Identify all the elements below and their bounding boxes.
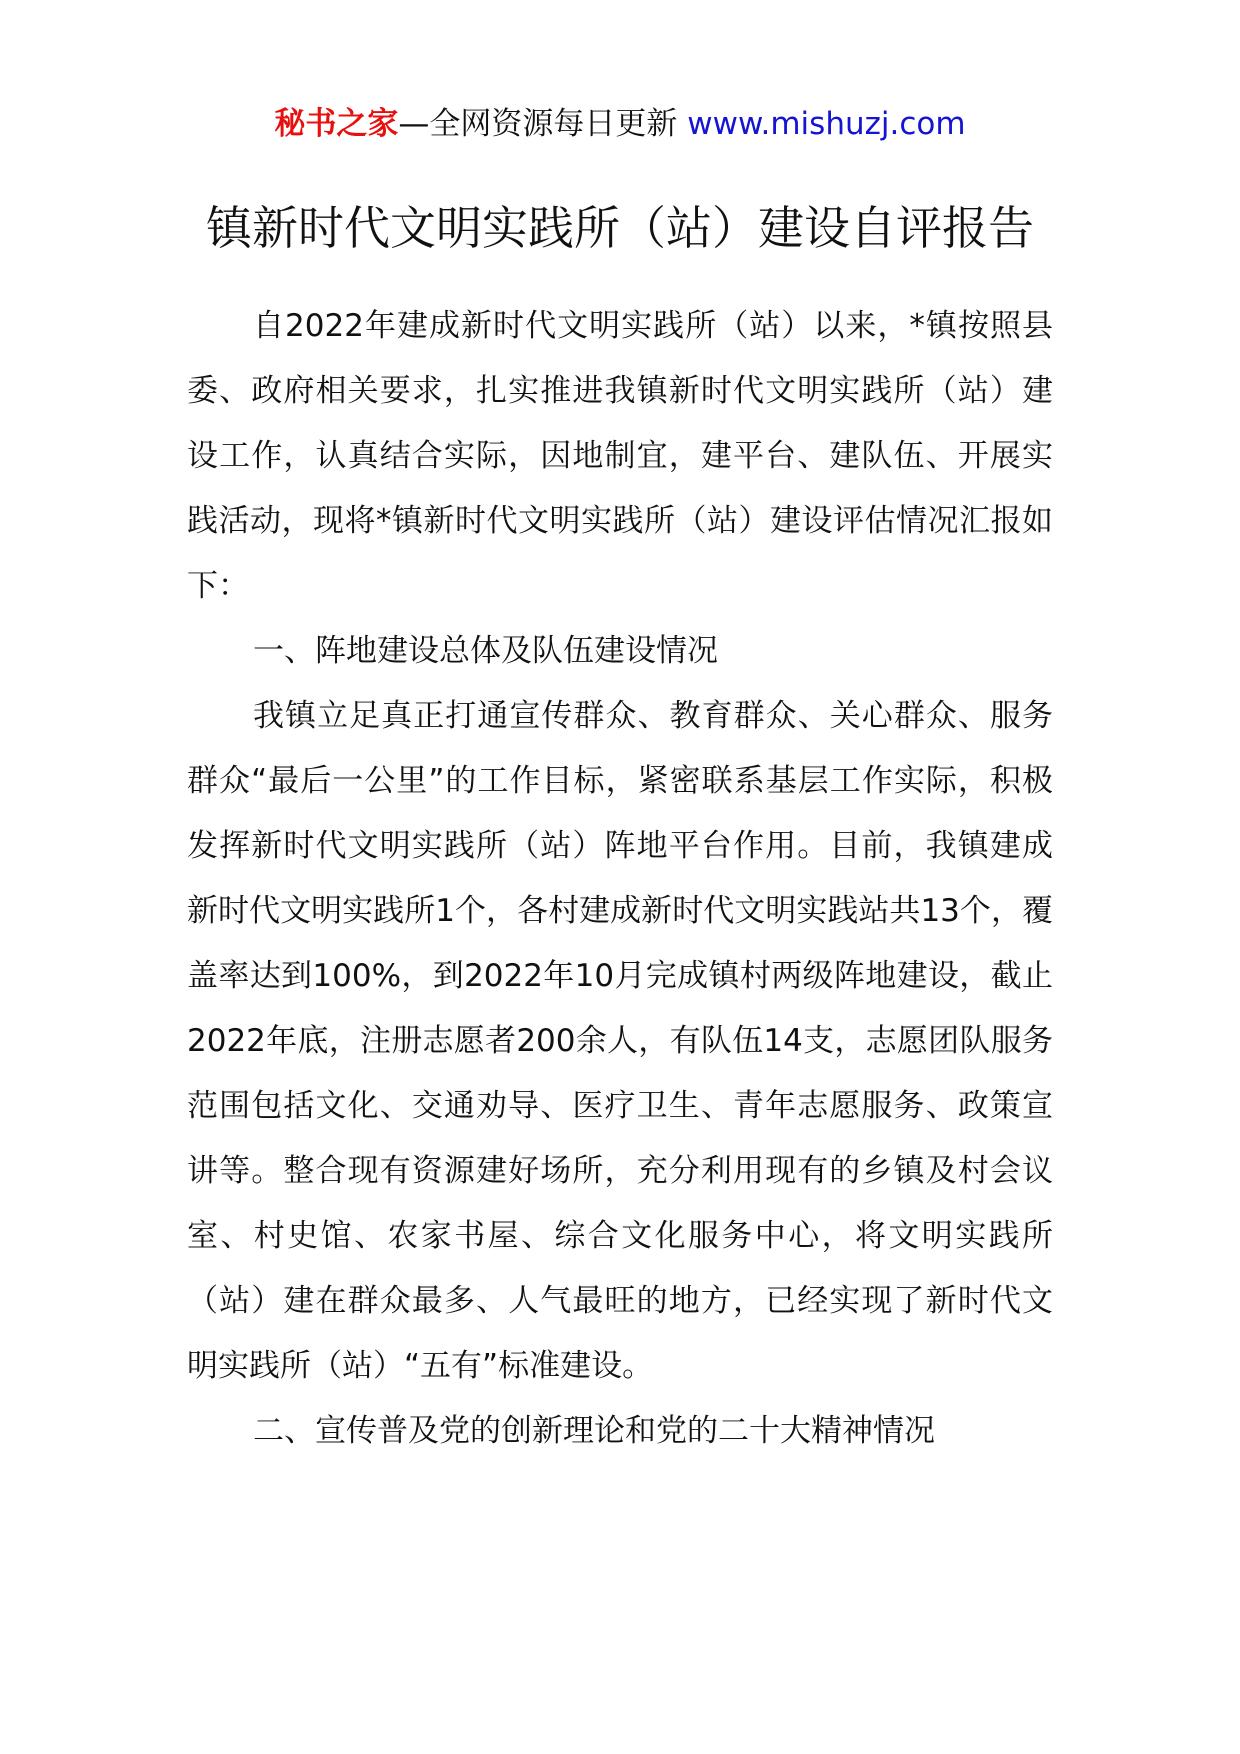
- section-heading-2: 二、宣传普及党的创新理论和党的二十大精神情况: [253, 1413, 935, 1449]
- intro-paragraph: 自2022年建成新时代文明实践所（站）以来，*镇按照县委、政府相关要求，扎实推进我镇新时代文明实践所（站）建设工作，认真结合实际，因地制宜，建平台、建队伍、开展实践活动，现将*镇新时代文明实践所（站）建设评估情况汇报如下：: [187, 308, 1053, 604]
- header-tagline: —全网资源每日更新: [398, 106, 678, 142]
- section-1-paragraph: 我镇立足真正打通宣传群众、教育群众、关心群众、服务群众“最后一公里”的工作目标，紧密联系基层工作实际，积极发挥新时代文明实践所（站）阵地平台作用。目前，我镇建成新时代文明实践所1个，各村建成新时代文明实践站共13个，覆盖率达到100%，到2022年10月完成镇村两级阵地建设，截止2022年底，注册志愿者200余人，有队伍14支，志愿团队服务范围包括文化、交通劝导、医疗卫生、青年志愿服务、政策宣讲等。整合现有资源建好场所，充分利用现有的乡镇及村会议室、村史馆、农家书屋、综合文化服务中心，将文明实践所（站）建在群众最多、人气最旺的地方，已经实现了新时代文明实践所（站）“五有”标准建设。: [187, 698, 1053, 1384]
- brand-name: 秘书之家: [274, 106, 399, 142]
- site-url-link[interactable]: www.mishuzj.com: [687, 106, 966, 142]
- document-body: [187, 294, 1053, 1464]
- section-heading-1: 一、阵地建设总体及队伍建设情况: [253, 633, 718, 669]
- site-header: [0, 100, 1240, 148]
- document-title: 镇新时代文明实践所（站）建设自评报告: [206, 201, 1034, 255]
